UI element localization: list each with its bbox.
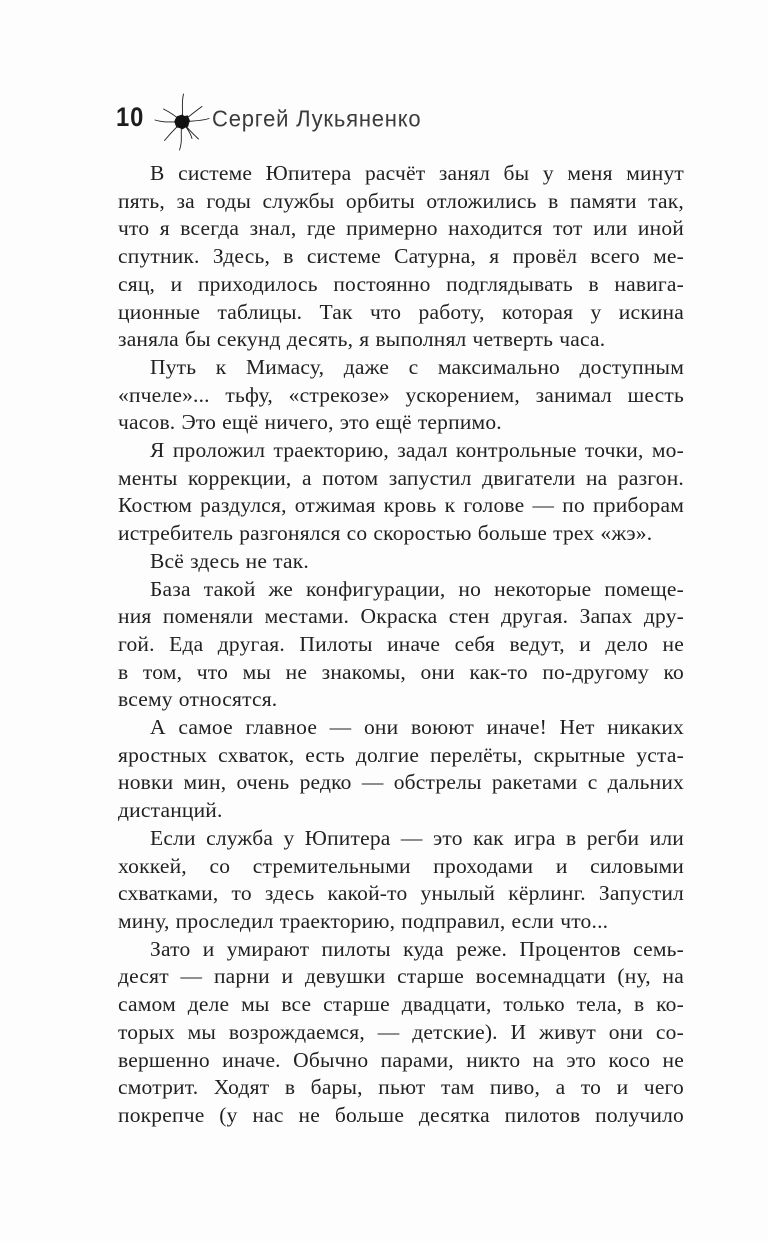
text-line: А самое главное — они воюют иначе! Нет никаких — [150, 715, 684, 740]
text-line: пять, за годы службы орбиты отложились в памяти так, — [118, 188, 684, 213]
text-line: часов. Это ещё ничего, это ещё терпимо. — [118, 410, 502, 435]
text-line: Путь к Мимасу, даже с максимально доступным — [150, 354, 684, 379]
text-line: десят — парни и девушки старше восемнадцати (ну, на — [118, 964, 684, 989]
paragraph — [118, 936, 684, 1130]
author-running-head: Сергей Лукьяненко — [212, 105, 422, 132]
text-line: смотрит. Ходят в бары, пьют там пиво, а то и чего — [118, 1075, 684, 1100]
text-line: База такой же конфигурации, но некоторые помеще- — [150, 576, 684, 601]
text-line: менты коррекции, а потом запустил двигатели на разгон. — [118, 465, 684, 490]
text-line: мину, проследил траекторию, подправил, если что... — [118, 908, 609, 933]
page-text-block — [118, 160, 684, 1130]
text-line: Всё здесь не так. — [150, 548, 309, 573]
text-line: Если служба у Юпитера — это как игра в регби или — [150, 825, 684, 850]
paragraph — [118, 548, 684, 576]
text-line: В системе Юпитера расчёт занял бы у меня минут — [150, 161, 684, 185]
text-line: хоккей, со стремительными проходами и силовыми — [118, 853, 684, 878]
text-line: новки мин, очень редко — обстрелы ракетами с дальних — [118, 770, 684, 795]
text-line: сяц, и приходилось постоянно подглядывать в навига- — [118, 271, 684, 296]
text-line: всему относятся. — [118, 687, 278, 712]
text-line: покрепче (у нас не больше десятка пилотов получило — [118, 1102, 684, 1127]
ink-splat-star-icon — [152, 92, 212, 152]
running-head — [0, 92, 768, 148]
paragraph — [118, 825, 684, 936]
text-line: гой. Еда другая. Пилоты иначе себя ведут, и дело не — [118, 631, 684, 656]
text-line: ния поменяли местами. Окраска стен другая. Запах дру- — [118, 604, 684, 629]
text-line: яростных схваток, есть долгие перелёты, скрытные уста- — [118, 742, 684, 767]
page-number: 10 — [116, 102, 145, 132]
text-line: торых мы возрождаемся, — детские). И живут они со- — [118, 1019, 684, 1044]
text-line: спутник. Здесь, в системе Сатурна, я провёл всего ме- — [118, 244, 684, 269]
paragraph — [118, 576, 684, 715]
text-line: истребитель разгонялся со скоростью больше трех «жэ». — [118, 521, 653, 546]
text-line: что я всегда знал, где примерно находится тот или иной — [118, 216, 684, 241]
text-line: Я проложил траекторию, задал контрольные точки, мо- — [150, 438, 684, 463]
text-line: заняла бы секунд десять, я выполнял четверть часа. — [118, 327, 606, 352]
text-line: дистанций. — [118, 798, 223, 823]
text-line: Костюм раздулся, отжимая кровь к голове — по приборам — [118, 493, 684, 518]
text-line: вершенно иначе. Обычно парами, никто на это косо не — [118, 1047, 684, 1072]
text-line: «пчеле»... тьфу, «стрекозе» ускорением, занимал шесть — [118, 382, 684, 407]
paragraph — [118, 354, 684, 437]
text-line: самом деле мы все старше двадцати, только тела, в ко- — [118, 992, 684, 1017]
paragraph — [118, 714, 684, 825]
text-line: Зато и умирают пилоты куда реже. Процентов семь- — [150, 936, 684, 961]
paragraph — [118, 160, 684, 354]
text-line: в том, что мы не знакомы, они как-то по-другому ко — [118, 659, 684, 684]
text-line: схватками, то здесь какой-то унылый кёрлинг. Запустил — [118, 881, 684, 906]
paragraph — [118, 437, 684, 548]
text-line: ционные таблицы. Так что работу, которая у искина — [118, 299, 684, 324]
